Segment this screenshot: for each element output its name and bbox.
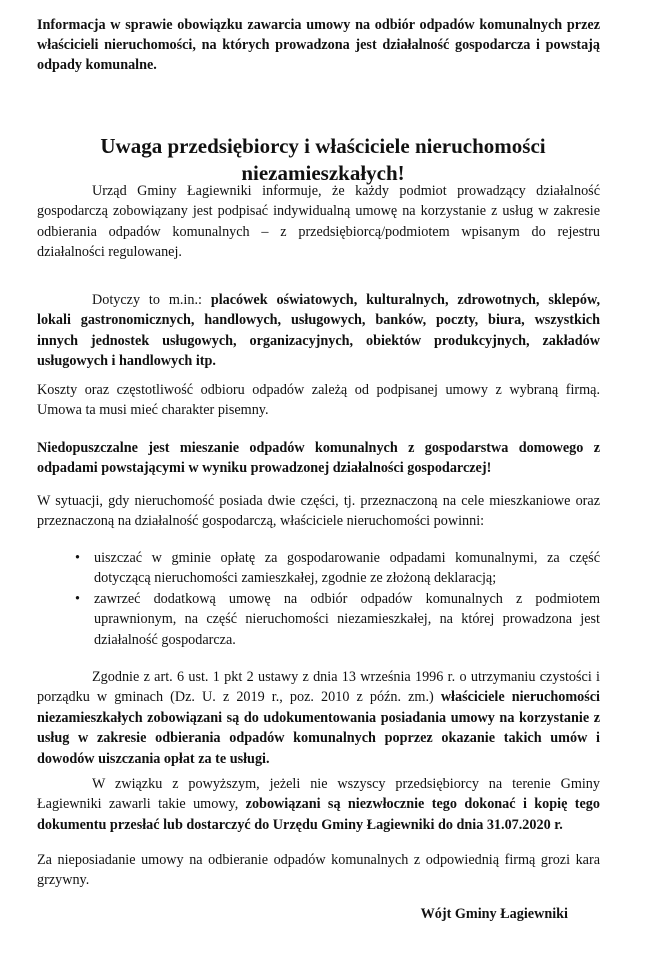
legal-basis-obligation: właściciele nieruchomości niezamieszkałych zobowiązani są do udokumentowania posiadania umowy na korzystanie z usług w zakresie odbierania odpadów komunalnych poprzez okazanie takich umów i dowodów uiszczania opłat za te usługi. (37, 689, 600, 767)
document-header: Informacja w sprawie obowiązku zawarcia umowy na odbiór odpadów komunalnych przez właścicieli nieruchomości, na których prowadzona jest działalność gospodarcza i powstają odpady komunalne. (37, 17, 600, 73)
paragraph-costs: Koszty oraz częstotliwość odbioru odpadów zależą od podpisanej umowy z wybraną firmą. Umowa ta musi mieć charakter pisemny. (37, 382, 600, 419)
list-item (37, 548, 600, 589)
legal-basis-lead: Zgodnie z art. 6 ust. 1 pkt 2 ustawy z dnia 13 września 1996 r. o utrzymaniu czystości i porządku w gminach (Dz. U. z 2019 r., poz. 2010 z późn. zm.) (37, 669, 600, 706)
bullet-icon: • (75, 590, 80, 607)
title-line-2: niezamieszkałych! (241, 161, 405, 185)
paragraph-penalty: Za nieposiadanie umowy na odbieranie odpadów komunalnych z odpowiednią firmą grozi kara grzywny. (37, 852, 600, 889)
signature: Wójt Gminy Łagiewniki (420, 906, 568, 922)
bullet-icon: • (75, 550, 80, 566)
list-item-text: uiszczać w gminie opłatę za gospodarowanie odpadami komunalnymi, za część dotyczącą nieruchomości zamieszkałej, zgodnie ze złożoną deklaracją; (94, 550, 600, 587)
document-title (37, 133, 609, 187)
deadline-obligation: zobowiązani są niezwłocznie tego dokonać i kopię tego dokumentu przesłać lub dostarczyć do Urzędu Gminy Łagiewniki do dnia 31.07.2020 r. (37, 796, 600, 833)
deadline-lead: W związku z powyższym, jeżeli nie wszyscy przedsiębiorcy na terenie Gminy Łagiewniki zawarli takie umowy, (37, 776, 600, 813)
paragraph-situation: W sytuacji, gdy nieruchomość posiada dwie części, tj. przeznaczoną na cele mieszkaniowe oraz przeznaczoną na działalność gospodarczą, właściciele nieruchomości powinni: (37, 493, 600, 530)
paragraph-mixing-warning: Niedopuszczalne jest mieszanie odpadów komunalnych z gospodarstwa domowego z odpadami powstającymi w wyniku prowadzonej działalności gospodarczej! (37, 440, 600, 477)
paragraph-deadline (37, 774, 600, 835)
title-line-1: Uwaga przedsiębiorcy i właściciele nieruchomości (100, 134, 546, 158)
list-item-text: zawrzeć dodatkową umowę na odbiór odpadów komunalnych z podmiotem uprawnionym, na część nieruchomości niezamieszkałej, na której prowadzona jest działalność gospodarcza. (94, 590, 600, 648)
paragraph-legal-basis (37, 667, 600, 769)
paragraph-applies-to (37, 290, 600, 372)
applies-to-lead: Dotyczy to m.in.: (92, 292, 211, 308)
list-item (37, 589, 600, 650)
applies-to-list: placówek oświatowych, kulturalnych, zdrowotnych, sklepów, lokali gastronomicznych, handlowych, usługowych, banków, poczty, biura, wszystkich innych jednostek usługowych, organizacyjnych, obiektów produkcyjnych, zakładów usługowych i handlowych itp. (37, 292, 600, 370)
obligations-list (37, 548, 600, 650)
paragraph-intro: Urząd Gminy Łagiewniki informuje, że każdy podmiot prowadzący działalność gospodarczą zobowiązany jest podpisać indywidualną umowę na korzystanie z usług w zakresie odbierania odpadów komunalnych – z przedsiębiorcą/podmiotem wpisanym do rejestru działalności regulowanej. (37, 183, 600, 261)
